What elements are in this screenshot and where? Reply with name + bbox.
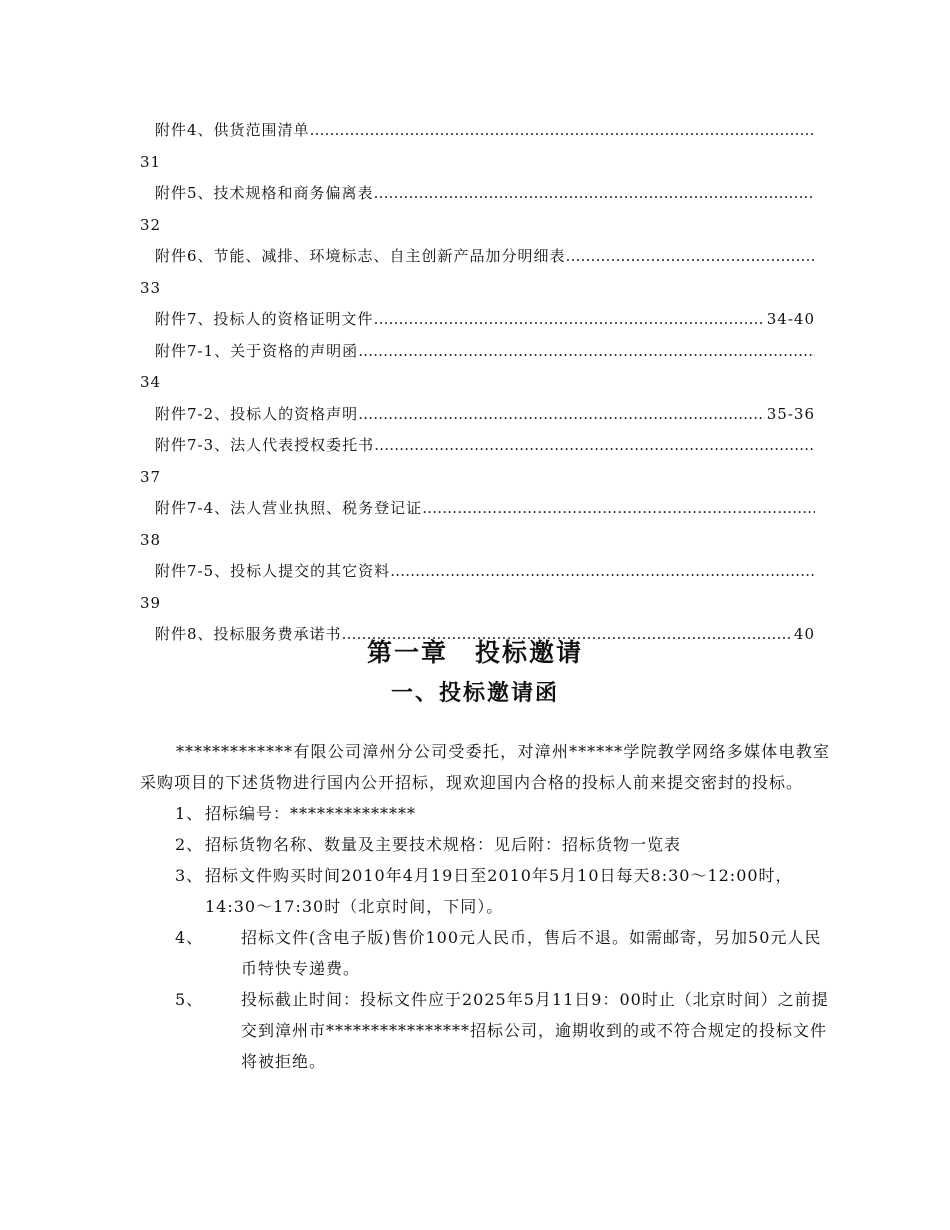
list-item: [175, 860, 830, 922]
toc-entry-label: 附件7-2、投标人的资格声明: [155, 404, 359, 423]
toc-entry: [140, 241, 815, 273]
toc-leader-dots: [374, 178, 815, 210]
list-item-number: 5、: [175, 990, 204, 1009]
list-item-number: 4、: [175, 928, 204, 947]
list-item-text: 招标货物名称、数量及主要技术规格：见后附：招标货物一览表: [205, 835, 682, 854]
toc-entry-label: 附件6、节能、减排、环境标志、自主创新产品加分明细表: [155, 247, 566, 265]
list-item-number: 2、: [175, 835, 204, 854]
toc-entry-page-line: [140, 462, 815, 494]
toc-leader-dots: [358, 399, 765, 431]
section-title: 一、投标邀请函: [390, 680, 559, 706]
list-item-text: 招标文件(含电子版)售价100元人民币，售后不退。如需邮寄，另加50元人民币特快专递费。: [241, 928, 822, 978]
toc-leader-dots: [390, 556, 815, 588]
toc-entry-page: 31: [140, 152, 162, 171]
toc-entry: [140, 336, 815, 368]
toc-entry-page-line: [140, 147, 815, 179]
toc-entry-page-line: [140, 588, 815, 620]
toc-entry-label: 附件4、供货范围清单: [155, 121, 310, 139]
list-item-text: 招标文件购买时间2010年4月19日至2010年5月10日每天8:30～12:00时，14:30～17:30时（北京时间，下同）。: [205, 866, 793, 916]
toc-entry-page: 33: [140, 278, 162, 297]
list-item: [175, 984, 830, 1077]
toc-entry-page: 35-36: [766, 404, 815, 423]
list-item-number: 1、: [175, 804, 204, 823]
toc-entry-page: 32: [140, 215, 162, 234]
intro-paragraph: *************有限公司漳州分公司受委托，对漳州******学院教学网络多媒体电教室采购项目的下述货物进行国内公开招标，现欢迎国内合格的投标人前来提交密封的投标。: [140, 742, 830, 792]
list-item-text: 招标编号：**************: [205, 804, 417, 823]
toc-entry-page: 37: [140, 467, 162, 486]
toc-entry-page: 40: [793, 625, 815, 643]
toc-entry: [140, 430, 815, 462]
toc-leader-dots: [358, 336, 815, 368]
toc-entry-page-line: [140, 273, 815, 305]
toc-entry-page-line: [140, 210, 815, 242]
list-item: [175, 829, 830, 860]
toc-leader-dots: [374, 304, 765, 336]
toc-entry-label: 附件5、技术规格和商务偏离表: [155, 184, 374, 202]
toc-entry-label: 附件7-3、法人代表授权委托书: [155, 436, 375, 454]
list-item-number: 3、: [175, 866, 204, 885]
toc-entry-label: 附件7、投标人的资格证明文件: [155, 310, 374, 328]
toc-entry-page: 39: [140, 593, 162, 612]
list-item: [175, 798, 830, 829]
toc-leader-dots: [566, 241, 815, 273]
list-item: [175, 922, 830, 984]
toc-entry-page: 34: [140, 373, 162, 391]
toc-entry-label: 附件7-4、法人营业执照、税务登记证: [155, 499, 423, 517]
toc-entry-page-line: [140, 525, 815, 557]
toc-leader-dots: [310, 115, 815, 147]
toc-entry: [140, 493, 815, 525]
toc-entry: [140, 115, 815, 147]
toc-entry-label: 附件7-1、关于资格的声明函: [155, 341, 359, 360]
toc-entry-page: 34-40: [766, 310, 815, 328]
toc-entry-label: 附件8、投标服务费承诺书: [155, 625, 342, 643]
toc-entry-page-line: [140, 367, 815, 399]
list-item-text: 投标截止时间：投标文件应于2025年5月11日9：00时止（北京时间）之前提交到漳州市****************招标公司，逾期收到的或不符合规定的投标文件将被拒绝。: [241, 990, 829, 1071]
toc-leader-dots: [374, 430, 815, 462]
invitation-body: [140, 736, 830, 1077]
toc-leader-dots: [422, 493, 815, 525]
toc-entry: [140, 556, 815, 588]
table-of-contents: [140, 115, 815, 651]
toc-entry: [140, 399, 815, 431]
toc-entry: [140, 178, 815, 210]
toc-entry-page: 38: [140, 530, 162, 549]
toc-entry-label: 附件7-5、投标人提交的其它资料: [155, 562, 391, 580]
toc-entry: [140, 304, 815, 336]
chapter-title: 第一章 投标邀请: [366, 638, 583, 667]
